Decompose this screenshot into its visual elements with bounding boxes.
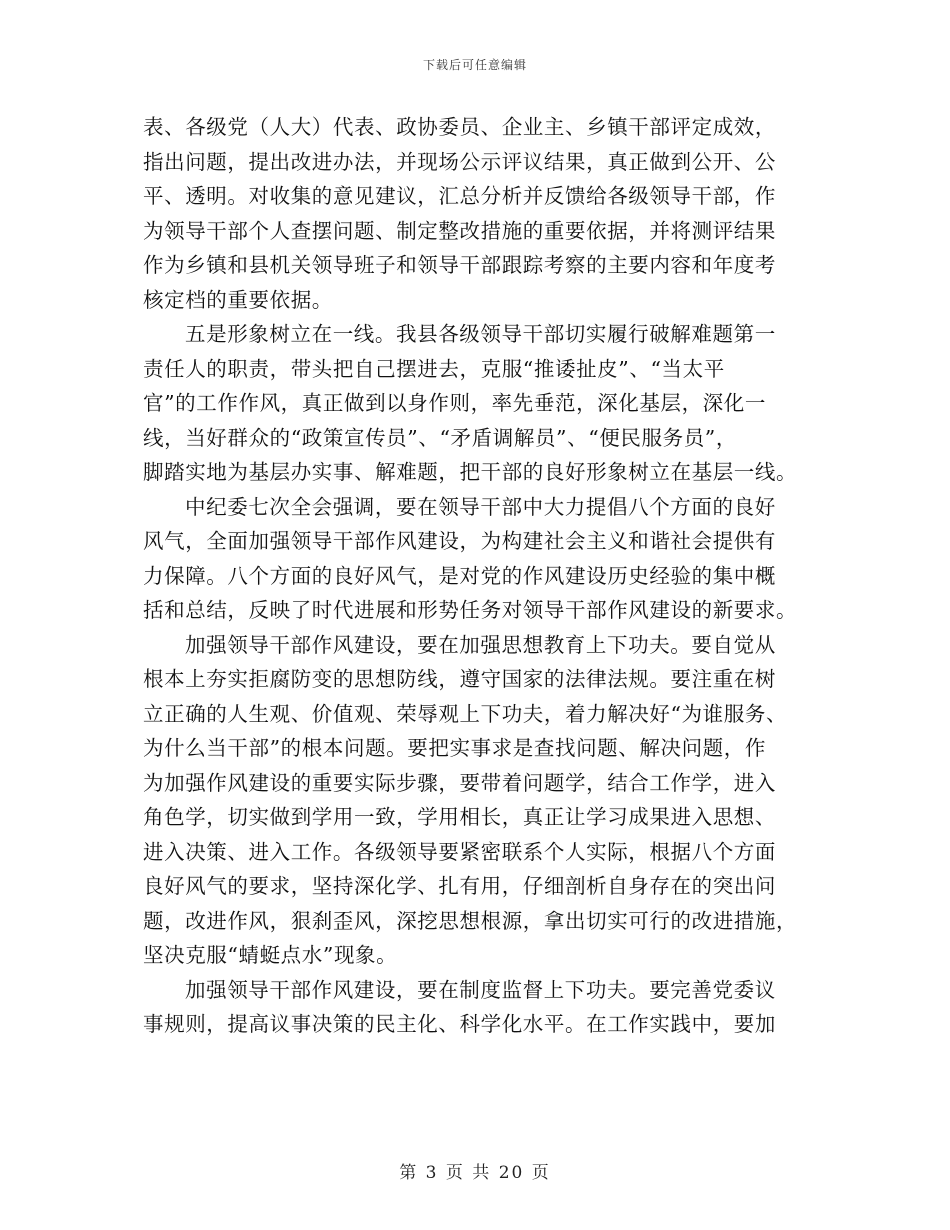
page-header: 下载后可任意编辑: [422, 58, 527, 72]
text-line: 脚踏实地为基层办实事、解难题，把干部的良好形象树立在基层一线。: [143, 460, 798, 484]
text-line: 为领导干部个人查摆问题、制定整改措施的重要依据，并将测评结果: [143, 218, 776, 243]
text-line: 良好风气的要求，坚持深化学、扎有用，仔细剖析自身存在的突出问: [143, 874, 776, 898]
text-line: 指出问题，提出改进办法，并现场公示评议结果，真正做到公开、公: [143, 149, 776, 174]
text-line: 官”的工作作风，真正做到以身作则，率先垂范，深化基层，深化一: [143, 391, 766, 415]
text-line: 加强领导干部作风建设，要在加强思想教育上下功夫。要自觉从: [185, 632, 776, 657]
text-line: 中纪委七次全会强调，要在领导干部中大力提倡八个方面的良好: [185, 494, 776, 519]
text-line: 核定档的重要依据。: [143, 287, 333, 312]
text-line: 为什么当干部”的根本问题。要把实事求是查找问题、解决问题，作: [143, 736, 766, 760]
text-line: 立正确的人生观、价值观、荣辱观上下功夫，着力解决好“为谁服务、: [143, 701, 788, 726]
text-line: 力保障。八个方面的良好风气，是对党的作风建设历史经验的集中概: [143, 563, 776, 588]
text-line: 责任人的职责，带头把自己摆进去，克服“推诿扯皮”、“当太平: [143, 356, 725, 381]
text-line: 根本上夯实拒腐防变的思想防线，遵守国家的法律法规。要注重在树: [143, 667, 776, 691]
text-line: 五是形象树立在一线。我县各级领导干部切实履行破解难题第一: [185, 322, 776, 346]
text-line: 加强领导干部作风建设，要在制度监督上下功夫。要完善党委议: [185, 977, 776, 1002]
text-line: 平、透明。对收集的意见建议，汇总分析并反馈给各级领导干部，作: [143, 184, 776, 208]
text-line: 作为乡镇和县机关领导班子和领导干部跟踪考察的主要内容和年度考: [143, 253, 776, 277]
text-line: 进入决策、进入工作。各级领导要紧密联系个人实际，根据八个方面: [143, 839, 776, 864]
text-line: 题，改进作风，狠刹歪风，深挖思想根源，拿出切实可行的改进措施，: [143, 908, 798, 933]
text-line: 事规则，提高议事决策的民主化、科学化水平。在工作实践中，要加: [143, 1012, 776, 1036]
text-line: 坚决克服“蜻蜓点水”现象。: [143, 943, 398, 967]
text-line: 表、各级党（人大）代表、政协委员、企业主、乡镇干部评定成效，: [143, 115, 776, 139]
document-body: [143, 110, 815, 1042]
text-line: 角色学，切实做到学用一致，学用相长，真正让学习成果进入思想、: [143, 805, 776, 829]
text-line: 线，当好群众的“政策宣传员”、“矛盾调解员”、“便民服务员”，: [143, 425, 737, 450]
text-line: 为加强作风建设的重要实际步骤，要带着问题学，结合工作学，进入: [143, 770, 776, 795]
text-line: 风气，全面加强领导干部作风建设，为构建社会主义和谐社会提供有: [143, 529, 776, 553]
page-footer: 第 3 页 共 20 页: [399, 1163, 551, 1183]
text-line: 括和总结，反映了时代进展和形势任务对领导干部作风建设的新要求。: [143, 598, 798, 622]
